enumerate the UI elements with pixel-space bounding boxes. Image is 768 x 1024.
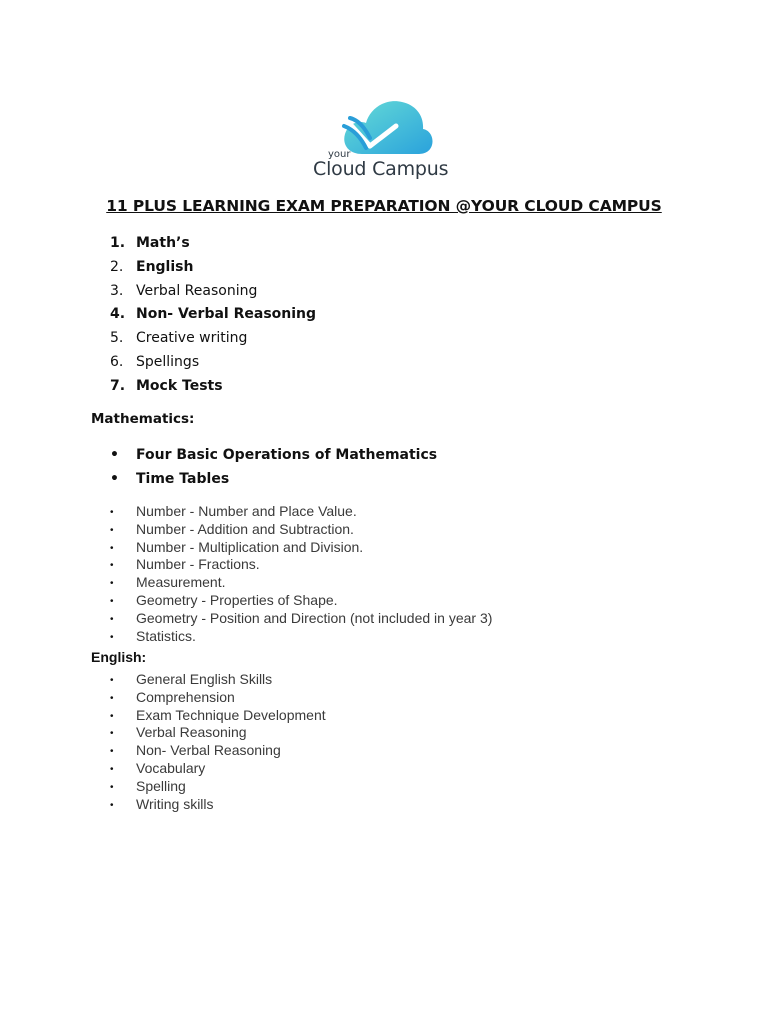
bullet-icon: • (110, 631, 114, 643)
logo-brand-text: Cloud Campus (313, 158, 449, 180)
cloud-logo-icon (310, 96, 460, 156)
bullet-icon: • (110, 524, 114, 536)
logo-small-text: your (328, 149, 351, 160)
list-item: • Number - Addition and Subtraction. (110, 520, 354, 537)
bullet-icon: • (110, 728, 114, 740)
bullet-icon: • (110, 763, 114, 775)
list-item: • Statistics. (110, 627, 196, 644)
list-item: • Number - Multiplication and Division. (110, 538, 364, 555)
math-key-topics-list (110, 446, 437, 494)
list-item: 7. Mock Tests (110, 377, 223, 394)
bullet-icon: • (110, 560, 114, 572)
list-item: • Non- Verbal Reasoning (110, 742, 281, 759)
list-item: 2. English (110, 258, 194, 275)
list-item: • Geometry - Position and Direction (not included in year 3) (110, 609, 493, 626)
list-item: • Number - Number and Place Value. (110, 503, 357, 519)
list-item: 5. Creative writing (110, 330, 248, 347)
list-item: • Four Basic Operations of Mathematics (110, 447, 438, 463)
bullet-icon: • (110, 447, 119, 463)
bullet-icon: • (110, 710, 114, 722)
bullet-icon: • (110, 799, 114, 811)
bullet-icon: • (110, 507, 114, 518)
english-topics-list (110, 671, 326, 813)
bullet-icon: • (110, 781, 114, 793)
list-item: • Time Tables (110, 470, 230, 487)
bullet-icon: • (110, 470, 119, 487)
list-item: • Writing skills (110, 795, 214, 812)
list-item: • Vocabulary (110, 759, 206, 776)
mathematics-heading: Mathematics: (91, 411, 195, 427)
document-title: 11 PLUS LEARNING EXAM PREPARATION @YOUR CLOUD CAMPUS (106, 197, 662, 215)
list-item: 1. Math’s (110, 235, 190, 251)
list-item: 3. Verbal Reasoning (110, 282, 258, 299)
list-item: • Measurement. (110, 574, 226, 591)
list-item: • Spelling (110, 777, 186, 794)
bullet-icon: • (110, 692, 114, 704)
list-item: 6. Spellings (110, 353, 200, 370)
list-item: • Geometry - Properties of Shape. (110, 591, 338, 608)
bullet-icon: • (110, 746, 114, 758)
math-topics-list (110, 503, 492, 645)
bullet-icon: • (110, 613, 114, 625)
list-item: • Number - Fractions. (110, 556, 260, 573)
list-item: • Exam Technique Development (110, 706, 326, 723)
bullet-icon: • (110, 578, 114, 590)
bullet-icon: • (110, 675, 114, 686)
subjects-list (110, 234, 316, 401)
list-item: 4. Non- Verbal Reasoning (110, 306, 317, 323)
bullet-icon: • (110, 542, 114, 554)
list-item: • Comprehension (110, 688, 235, 705)
english-heading: English: (91, 649, 147, 665)
cloud-campus-logo (310, 96, 460, 184)
list-item: • Verbal Reasoning (110, 724, 247, 741)
bullet-icon: • (110, 595, 114, 607)
list-item: • General English Skills (110, 671, 273, 687)
